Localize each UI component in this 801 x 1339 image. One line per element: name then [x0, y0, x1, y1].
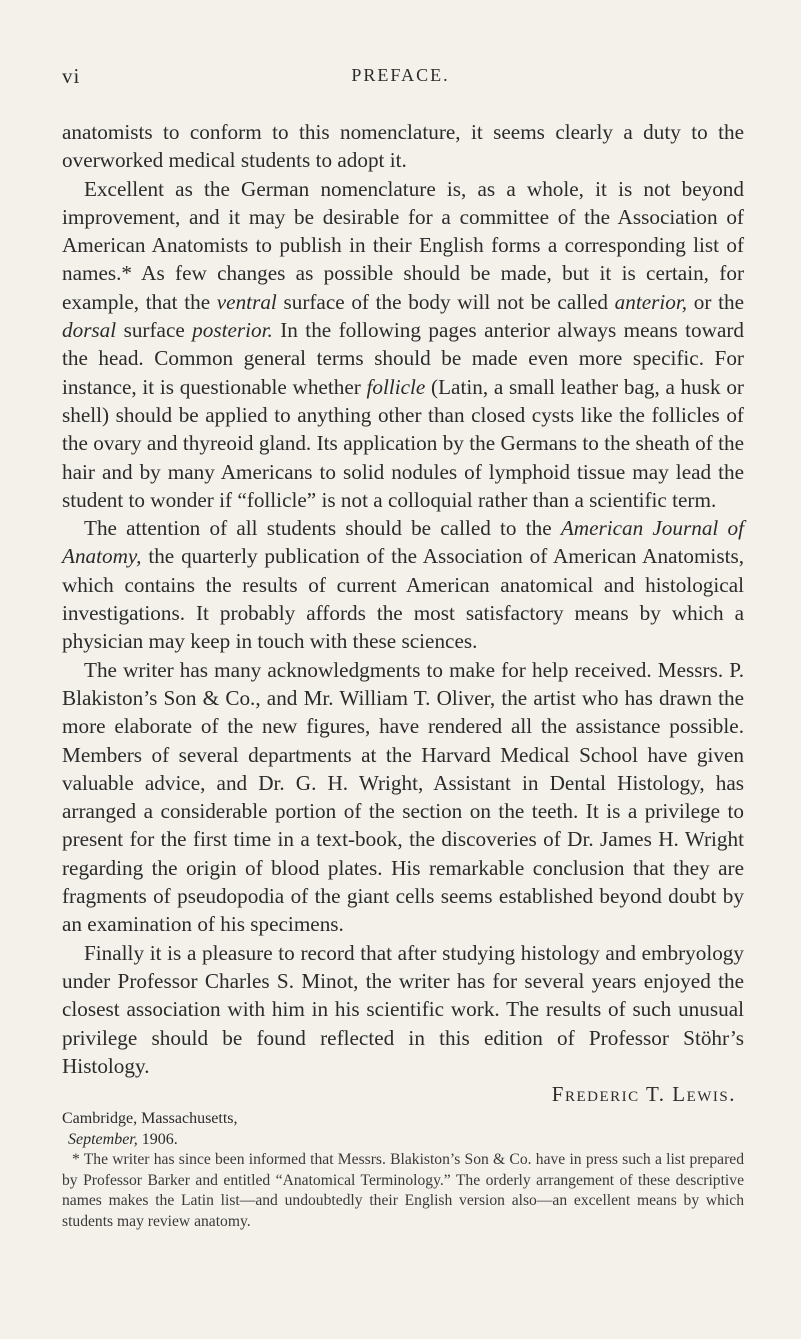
date-year: 1906. — [137, 1131, 178, 1149]
text-run: In the following pages anterior always means toward the head. Common general terms should be made even more specific. For instance, it is questionable whether — [62, 318, 744, 399]
date-month: September, — [68, 1131, 138, 1149]
italic-text: anterior, — [614, 289, 688, 314]
footnote: * The writer has since been informed that Messrs. Blakiston’s Son & Co. have in press such a list prepared by Professor Barker and entitled “Anatomical Terminology.” The orderly arrangement of these descriptive names makes the Latin list—and undoubtedly their English version also—an excellent means by which students may review anatomy. — [62, 1151, 744, 1230]
date-line — [62, 1129, 744, 1150]
paragraph — [62, 939, 744, 1080]
text-run: surface — [116, 318, 193, 343]
italic-text: dorsal — [62, 318, 117, 343]
text-run: The attention of all students should be called to the — [84, 516, 561, 541]
italic-text: American Journal of Anatomy, — [62, 516, 744, 569]
place-line: Cambridge, Massachusetts, — [62, 1110, 238, 1128]
text-run: or the — [687, 289, 744, 314]
author-signature: Frederic T. Lewis. — [551, 1082, 736, 1107]
paragraph — [62, 514, 744, 655]
italic-text: ventral — [216, 289, 277, 314]
page-header — [62, 64, 739, 94]
paragraphs — [62, 118, 744, 1080]
text-run: anatomists to conform to this nomenclature, it seems clearly a duty to the overworked medical students to adopt it. — [62, 120, 744, 173]
text-run: (Latin, a small leather bag, a husk or shell) should be applied to anything other than closed cysts like the follicles of the ovary and thyreoid gland. Its application by the Germans to the sheath of the hair and by many Americans to solid nodules of lymphoid tissue may lead the student to wonder if “follicle” is not a colloquial rather than a scientific term. — [62, 374, 744, 512]
text-run: surface of the body will not be called — [276, 289, 615, 314]
italic-text: follicle — [366, 374, 426, 399]
running-head: PREFACE. — [351, 65, 450, 85]
italic-text: posterior. — [192, 318, 273, 343]
paragraph — [62, 175, 744, 515]
text-run: Excellent as the German nomenclature is, as a whole, it is not beyond improvement, and it may be desirable for a committee of the Association of American Anatomists to publish in their English forms a corresponding list of names.* As few changes as possible should be made, but it is certain, for example, that the — [62, 176, 744, 314]
text-run: Finally it is a pleasure to record that after studying histology and embryology under Professor Charles S. Minot, the writer has for several years enjoyed the closest association with him in his scientific work. The results of such unusual privilege should be found reflected in this edition of Professor Stöhr’s Histology. — [62, 940, 744, 1078]
paragraph — [62, 656, 744, 939]
text-run: The writer has many acknowledgments to make for help received. Messrs. P. Blakiston’s Son & Co., and Mr. William T. Oliver, the artist who has drawn the more elaborate of the new figures, have rendered all the assistance possible. Members of several departments at the Harvard Medical School have given valuable advice, and Dr. G. H. Wright, Assistant in Dental Histology, has arranged a considerable portion of the section on the teeth. It is a privilege to present for the first time in a text-book, the discoveries of Dr. James H. Wright regarding the origin of blood plates. His remarkable conclusion that they are fragments of pseudopodia of the giant cells seems established beyond doubt by an examination of his specimens. — [62, 657, 744, 937]
text-run: the quarterly publication of the Association of American Anatomists, which contains the results of current American anatomical and histological investigations. It probably affords the most satisfactory means by which a physician may keep in touch with these sciences. — [62, 544, 744, 654]
paragraph — [62, 118, 744, 175]
page-number: vi — [62, 64, 81, 88]
preface-body — [62, 118, 744, 1232]
